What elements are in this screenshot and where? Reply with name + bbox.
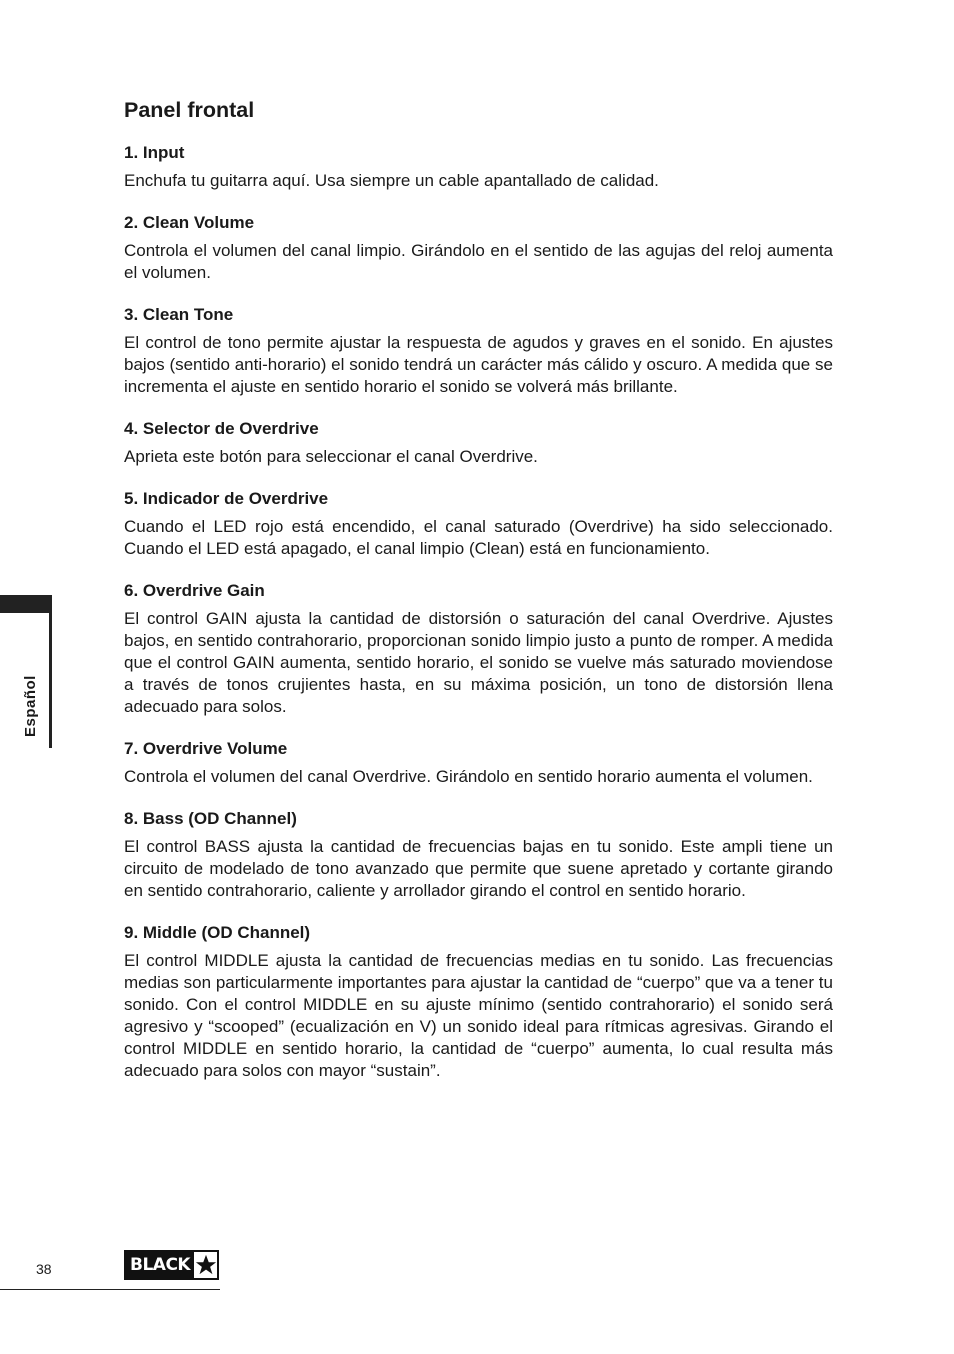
section-heading: 4. Selector de Overdrive [124, 419, 319, 438]
footer-rule [0, 1289, 220, 1290]
section-heading: 8. Bass (OD Channel) [124, 809, 297, 828]
section-heading: 3. Clean Tone [124, 305, 234, 324]
section-heading: 2. Clean Volume [124, 213, 255, 232]
section-heading: 5. Indicador de Overdrive [124, 489, 329, 508]
page-title: Panel frontal [124, 98, 255, 122]
section-text: El control MIDDLE ajusta la cantidad de frecuencias medias en tu sonido. Las frecuencias medias son particularmente importantes para ajustar la cantidad de “cuerpo” que va a tener tu sonido. Con el control MIDDLE en su ajuste mínimo (sentido contrahorario) el sonido será agresivo y “scooped” (ecualización en V) un sonido ideal para rítmicas agresivas. Girando el control MIDDLE en sentido horario, la cantidad de “cuerpo” aumenta, lo cual resulta más adecuado para solos con mayor “sustain”. [124, 951, 833, 1080]
side-tab-label: Español [22, 675, 39, 737]
section-input [124, 142, 833, 192]
section-heading: 1. Input [124, 143, 185, 162]
section-overdrive-volume [124, 738, 833, 788]
section-text: Aprieta este botón para seleccionar el canal Overdrive. [124, 447, 538, 466]
side-tab-line [49, 613, 52, 748]
section-middle [124, 922, 833, 1082]
section-text: Controla el volumen del canal Overdrive. Girándolo en sentido horario aumenta el volumen. [124, 767, 813, 786]
section-overdrive-indicator [124, 488, 833, 560]
side-tab-bar [0, 595, 52, 613]
section-overdrive-selector [124, 418, 833, 468]
section-clean-volume [124, 212, 833, 284]
section-text: El control GAIN ajusta la cantidad de distorsión o saturación del canal Overdrive. Ajustes bajos, en sentido contrahorario, proporcionan sonido limpio justo a punto de romper. A medida que el control GAIN aumenta, sentido horario, el sonido se vuelve más saturado moviendose a través de tonos crujientes hasta, en su máxima posición, un tono de distorsión llena adecuado para solos. [124, 609, 833, 716]
logo-wordmark: BLACK [126, 1252, 194, 1278]
section-heading: 9. Middle (OD Channel) [124, 923, 311, 942]
section-clean-tone [124, 304, 833, 398]
page-number: 38 [36, 1261, 52, 1277]
language-side-tab [0, 595, 52, 748]
section-heading: 7. Overdrive Volume [124, 739, 288, 758]
section-text: Cuando el LED rojo está encendido, el canal saturado (Overdrive) ha sido seleccionado. Cuando el LED está apagado, el canal limpio (Clean) está en funcionamiento. [124, 517, 833, 558]
page-content [124, 96, 833, 1102]
section-overdrive-gain [124, 580, 833, 718]
section-text: Controla el volumen del canal limpio. Girándolo en el sentido de las agujas del reloj aumenta el volumen. [124, 241, 833, 282]
section-text: El control de tono permite ajustar la respuesta de agudos y graves en el sonido. En ajustes bajos (sentido anti-horario) el sonido tendrá un carácter más cálido y oscuro. A medida que se incrementa el ajuste en sentido horario el sonido se volverá más brillante. [124, 333, 833, 396]
brand-logo [124, 1250, 219, 1280]
section-text: El control BASS ajusta la cantidad de frecuencias bajas en tu sonido. Este ampli tiene un circuito de modelado de tono avanzado que permite que suene apretado y cortante girando en sentido contrahorario, caliente y arrollador girando el control en sentido horario. [124, 837, 833, 900]
section-heading: 6. Overdrive Gain [124, 581, 265, 600]
star-icon [194, 1254, 217, 1276]
section-bass [124, 808, 833, 902]
section-text: Enchufa tu guitarra aquí. Usa siempre un cable apantallado de calidad. [124, 171, 659, 190]
